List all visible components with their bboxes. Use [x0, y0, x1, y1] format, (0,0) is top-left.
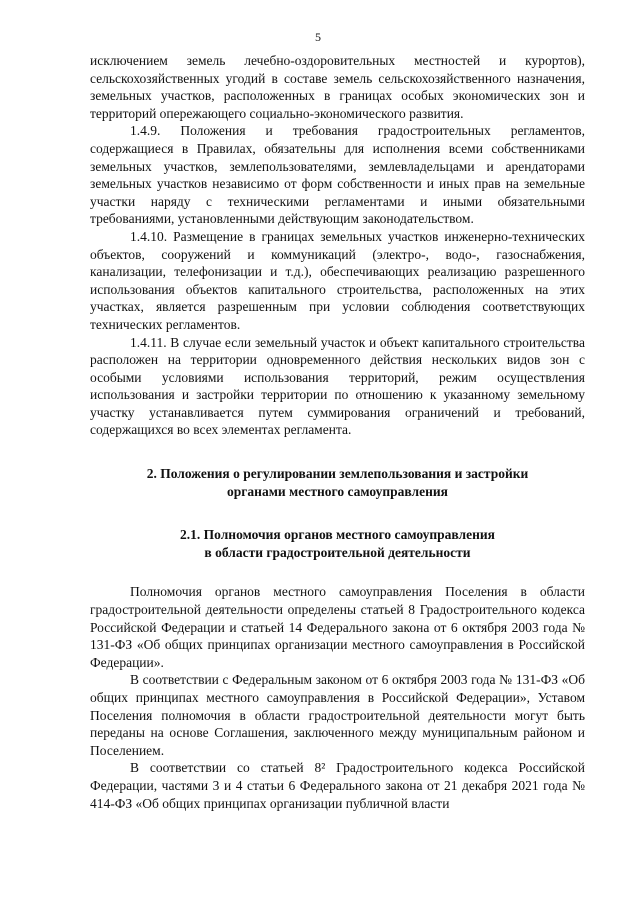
- paragraph-powers: Полномочия органов местного самоуправления Поселения в области градостроительной деятельности определены статьей 8 Градостроительного кодекса Российской Федерации и статьей 14 Федерального закона от 6 октября 2003 года № 131-ФЗ «Об общих принципах организации местного самоуправления в Российской Федерации».: [90, 584, 585, 670]
- section-2-heading-line-1: 2. Положения о регулировании землепользования и застройки: [146, 466, 529, 482]
- document-body: [90, 52, 585, 812]
- section-2-1-heading-line-1: 2.1. Полномочия органов местного самоуправления: [180, 527, 495, 543]
- section-2-1-heading: [90, 526, 585, 561]
- paragraph-federal-law: В соответствии с Федеральным законом от 6 октября 2003 года № 131-ФЗ «Об общих принципах местного самоуправления в Российской Федерации», Уставом Поселения полномочия в области градостроительной деятельности могут быть переданы на основе Соглашения, заключенного между муниципальным районом и Поселением.: [90, 672, 585, 758]
- section-2-heading: [90, 465, 585, 500]
- section-2-1-heading-line-2: в области градостроительной деятельности: [204, 544, 471, 560]
- section-2-heading-line-2: органами местного самоуправления: [227, 483, 448, 499]
- paragraph-1-4-9: 1.4.9. Положения и требования градостроительных регламентов, содержащиеся в Правилах, обязательны для исполнения всеми собственниками земельных участков, землепользователями, землевладельцами и арендаторами земельных участков независимо от форм собственности и иных прав на земельные участки наряду с техническими регламентами и иными обязательными требованиями, установленными действующим законодательством.: [90, 123, 585, 227]
- paragraph-article-8-2: В соответствии со статьей 8² Градостроительного кодекса Российской Федерации, частями 3 и 4 статьи 6 Федерального закона от 21 декабря 2021 года № 414-ФЗ «Об общих принципах организации публичной власти: [90, 760, 585, 811]
- paragraph-continuation: исключением земель лечебно-оздоровительных местностей и курортов), сельскохозяйственных угодий в составе земель сельскохозяйственного назначения, земельных участков, расположенных в границах особых экономических зон и территорий опережающего социально-экономического развития.: [90, 53, 585, 121]
- page-number: 5: [315, 30, 321, 44]
- paragraph-1-4-10: 1.4.10. Размещение в границах земельных участков инженерно-технических объектов, сооружений и коммуникаций (электро-, водо-, газоснабжения, канализации, телефонизации и т.д.), обеспечивающих реализацию разрешенного использования объектов капитального строительства, расположенных на этих участках, является разрешенным при условии соблюдения соответствующих технических регламентов.: [90, 228, 585, 332]
- paragraph-1-4-11: 1.4.11. В случае если земельный участок и объект капитального строительства расположен на территории одновременного действия нескольких видов зон с особыми условиями использования территорий, режим осуществления использования и застройки территории по отношению к указанному земельному участку устанавливается путем суммирования ограничений и требований, содержащихся во всех элементах регламента.: [90, 334, 585, 438]
